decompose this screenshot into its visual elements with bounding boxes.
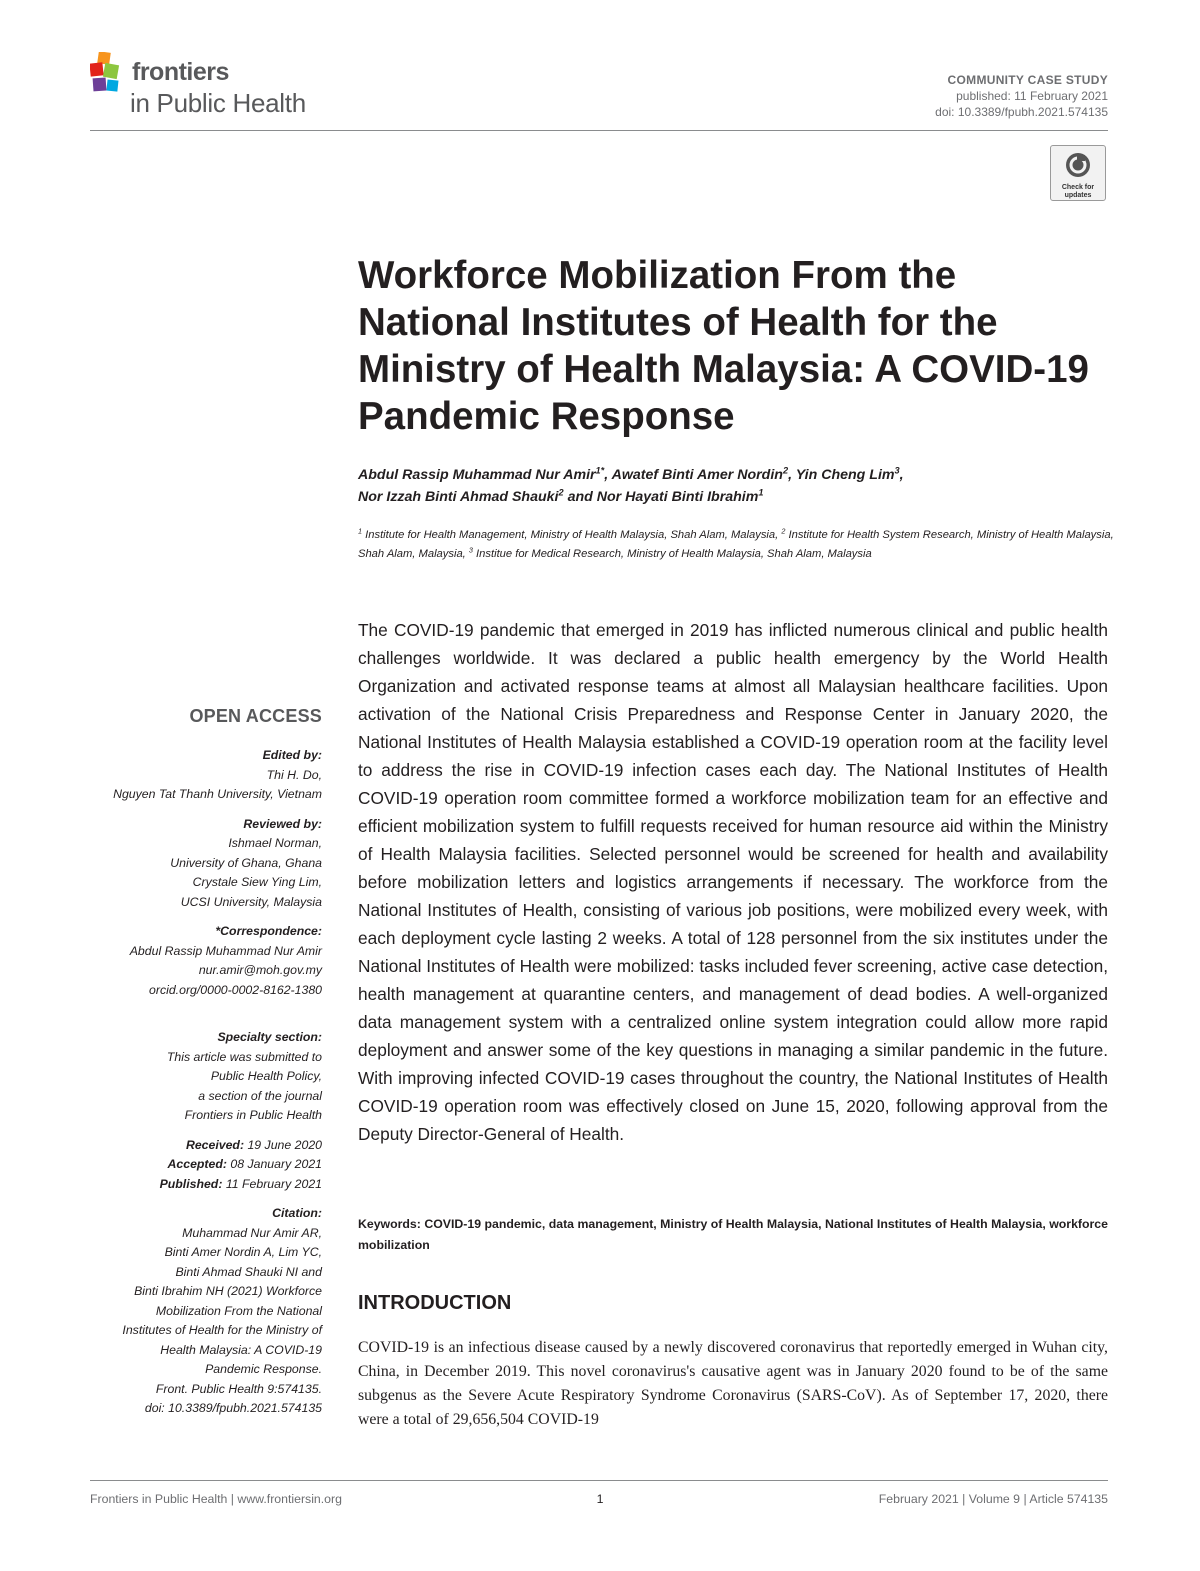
section-heading-introduction: INTRODUCTION: [358, 1292, 512, 1314]
author-affil-mark: 3: [894, 465, 900, 476]
logo-wordmark-journal: in Public Health: [130, 88, 306, 118]
accepted-date: [60, 1155, 322, 1175]
received-label: Received:: [185, 1137, 245, 1152]
affil-mark: 2: [781, 526, 786, 536]
footer-journal-link[interactable]: Frontiers in Public Health | www.frontiersin.org: [90, 1492, 342, 1506]
editor-name: Thi H. Do,: [266, 767, 322, 782]
specialty-section: [60, 1028, 322, 1126]
author-name[interactable]: Yin Cheng Lim: [795, 467, 895, 483]
citation-info: [60, 1204, 322, 1419]
citation-label: Citation:: [272, 1206, 322, 1220]
affiliation-text: Institue for Medical Research, Ministry of Health Malaysia, Shah Alam, Malaysia: [472, 548, 872, 560]
published-date: published: 11 February 2021: [956, 89, 1108, 103]
reviewer-name: Ishmael Norman,: [228, 836, 322, 850]
published-label: Published:: [159, 1176, 223, 1191]
article-meta: [935, 72, 1108, 120]
check-for-updates-button[interactable]: [1050, 145, 1106, 201]
badge-line-2: updates: [1064, 192, 1092, 199]
badge-line-1: Check for: [1061, 184, 1095, 191]
page-number: 1: [596, 1492, 604, 1506]
citation-line: Health Malaysia: A COVID-19: [160, 1342, 322, 1357]
specialty-line: a section of the journal: [198, 1088, 322, 1103]
author-list: [358, 464, 1118, 508]
author-name[interactable]: Awatef Binti Amer Nordin: [611, 467, 783, 483]
author-name[interactable]: Abdul Rassip Muhammad Nur Amir: [358, 467, 596, 483]
citation-line: Muhammad Nur Amir AR,: [182, 1225, 322, 1240]
reviewed-by-label: Reviewed by:: [243, 816, 322, 831]
editor-info: [60, 746, 322, 805]
reviewer-name: Crystale Siew Ying Lim,: [192, 875, 322, 889]
citation-line: Mobilization From the National: [155, 1303, 322, 1318]
orcid-link[interactable]: orcid.org/0000-0002-8162-1380: [149, 982, 322, 997]
keywords-list: COVID-19 pandemic, data management, Ministry of Health Malaysia, National Institutes of Health Malaysia, workforce mobilization: [358, 1217, 1108, 1252]
correspondence-info: [60, 922, 322, 1000]
reviewer-affiliation: University of Ghana, Ghana: [170, 855, 322, 870]
accepted-value: 08 January 2021: [226, 1157, 322, 1171]
affil-mark: 3: [468, 545, 473, 555]
editor-affiliation: Nguyen Tat Thanh University, Vietnam: [113, 787, 322, 801]
specialty-line: Public Health Policy,: [210, 1069, 322, 1083]
abstract: The COVID-19 pandemic that emerged in 2019 has inflicted numerous clinical and public health challenges worldwide. It was declared a public health emergency by the World Health Organization and activated response teams at almost all Malaysian healthcare facilities. Upon activation of the National Crisis Preparedness and Response Center in January 2020, the National Institutes of Health Malaysia established a COVID-19 operation room at the facility level to address the rise in COVID-19 infection cases each day. The National Institutes of Health COVID-19 operation room committee formed a workforce mobilization team for an effective and efficient mobilization system to fulfill requests received for human resource aid within the Ministry of Health Malaysia facilities. Selected personnel would be screened for health and availability before mobilization letters and logistics arrangements if necessary. The workforce from the National Institutes of Health, consisting of various job positions, were mobilized every week, with each deployment cycle lasting 2 weeks. A total of 128 personnel from the six institutes under the National Institutes of Health were mobilized: tasks included fever screening, active case detection, health management at quarantine centers, and management of dead bodies. A well-organized data management system with a centralized online system integration could allow more rapid deployment and answer some of the key questions in managing a similar pandemic in the future. With improving infected COVID-19 cases throughout the country, the National Institutes of Health COVID-19 operation room was effectively closed on June 15, 2020, following approval from the Deputy Director-General of Health.: [358, 620, 1108, 1144]
journal-logo[interactable]: [88, 50, 328, 120]
page-footer: [90, 1480, 1108, 1521]
affiliation-text: Institute for Health Management, Ministry of Health Malaysia, Shah Alam, Malaysia,: [362, 529, 782, 541]
affiliation-text: Institute for Health System Research, Ministry of Health Malaysia, Shah Alam, Malaysia,: [358, 529, 1114, 560]
published-value: 11 February 2021: [222, 1176, 322, 1191]
citation-line: Binti Ahmad Shauki NI and: [175, 1264, 322, 1279]
specialty-line: Frontiers in Public Health: [184, 1108, 322, 1122]
author-affil-mark: 2: [558, 487, 564, 498]
keywords-label: Keywords:: [358, 1217, 425, 1231]
received-value: 19 June 2020: [244, 1137, 322, 1152]
author-affil-mark: 1*: [595, 465, 605, 476]
footer-issue-info: February 2021 | Volume 9 | Article 574135: [878, 1492, 1108, 1506]
citation-line: Binti Amer Nordin A, Lim YC,: [164, 1245, 322, 1259]
frontiers-logo-icon: [90, 52, 126, 96]
keywords: [358, 1214, 1108, 1256]
citation-line: Binti Ibrahim NH (2021) Workforce: [134, 1284, 322, 1298]
specialty-line: This article was submitted to: [166, 1049, 322, 1064]
article-type: COMMUNITY CASE STUDY: [947, 73, 1108, 87]
header-divider: [90, 130, 1108, 131]
article-title: Workforce Mobilization From the National Institutes of Health for the Ministry of Health Malaysia: A COVID-19 Pandemic Response: [358, 254, 1089, 438]
doi-link[interactable]: doi: 10.3389/fpubh.2021.574135: [935, 105, 1108, 119]
author-separator: ,: [604, 467, 612, 483]
author-affil-mark: 1: [758, 487, 764, 498]
author-separator: and: [563, 489, 597, 505]
author-name[interactable]: Nor Hayati Binti Ibrahim: [596, 489, 759, 505]
dates-info: [60, 1136, 322, 1195]
reviewer-info: [60, 815, 322, 913]
edited-by-label: Edited by:: [262, 748, 322, 762]
affiliations: [358, 526, 1118, 564]
refresh-icon: [1064, 151, 1092, 179]
open-access-label: OPEN ACCESS: [189, 706, 322, 726]
correspondence-name: Abdul Rassip Muhammad Nur Amir: [129, 943, 322, 958]
author-separator: ,: [788, 467, 796, 483]
affil-mark: 1: [358, 526, 363, 536]
citation-line: Pandemic Response.: [205, 1362, 322, 1376]
correspondence-label: *Correspondence:: [215, 924, 322, 938]
author-name[interactable]: Nor Izzah Binti Ahmad Shauki: [358, 489, 559, 505]
citation-doi-link[interactable]: doi: 10.3389/fpubh.2021.574135: [144, 1401, 322, 1415]
specialty-label: Specialty section:: [217, 1030, 322, 1044]
article-sidebar: [60, 700, 322, 1429]
published-date-sidebar: [60, 1175, 322, 1195]
citation-line: Institutes of Health for the Ministry of: [122, 1323, 322, 1337]
logo-wordmark-frontiers: frontiers: [132, 58, 229, 86]
accepted-label: Accepted:: [167, 1157, 227, 1171]
author-separator: ,: [899, 467, 904, 483]
reviewer-affiliation: UCSI University, Malaysia: [180, 894, 322, 909]
received-date: [60, 1136, 322, 1156]
citation-line: Front. Public Health 9:574135.: [155, 1381, 322, 1396]
introduction-text: COVID-19 is an infectious disease caused by a newly discovered coronavirus that reportedly emerged in Wuhan city, China, in December 2019. This novel coronavirus's causative agent was in January 2020 found to be of the same subgenus as the Severe Acute Respiratory Syndrome Coronavirus (SARS-CoV). As of September 17, 2020, there were a total of 29,656,504 COVID-19: [358, 1339, 1108, 1428]
correspondence-email-link[interactable]: nur.amir@moh.gov.my: [198, 963, 322, 977]
author-affil-mark: 2: [782, 465, 789, 476]
